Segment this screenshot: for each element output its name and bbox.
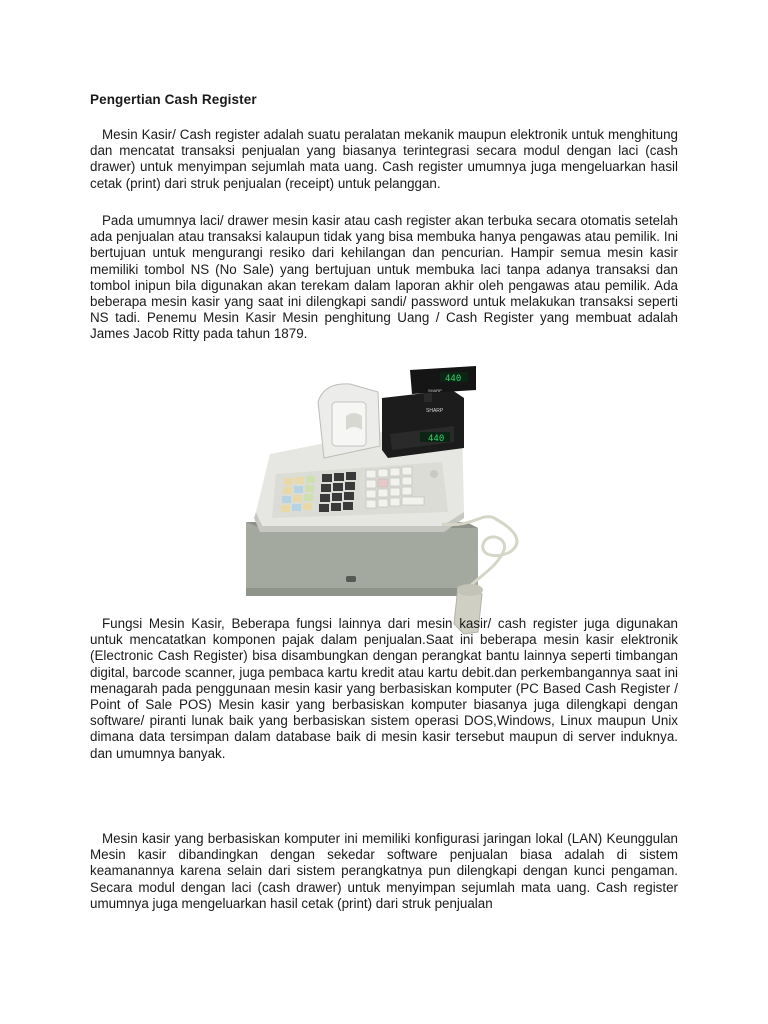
paragraph-2-text: Pada umumnya laci/ drawer mesin kasir atau cash register akan terbuka secara otomatis setelah ada penjualan atau transaksi kalaupun tidak yang bisa membuka hanya pengawas atau pemilik. Ini bertujuan untuk mengurangi resiko dari kehilangan dan pencurian. Hampir semua mesin kasir memiliki tombol NS (No Sale) yang bertujuan untuk membuka laci tanpa adanya transaksi dan tombol inipun bila digunakan akan terekam dalam laporan akhir oleh pengawas atau pemilik. Ada beberapa mesin kasir yang saat ini dilengkapi sandi/ password untuk melakukan transaksi seperti NS tadi. Penemu Mesin Kasir Mesin penghitung Uang / Cash Register yang membuat adalah James Jacob Ritty pada tahun 1879. [90,213,678,342]
drawer-lock-icon [346,576,356,582]
mode-key-icon [430,470,438,478]
document-title: Pengertian Cash Register [90,92,257,107]
main-display-readout: 440 [428,434,445,444]
cash-drawer [246,522,478,596]
cash-register-image [232,362,532,638]
brand-label: SHARP [426,408,444,414]
paragraph-1 [90,127,678,192]
paragraph-3-text: Fungsi Mesin Kasir, Beberapa fungsi lainnya dari mesin kasir/ cash register juga digunakan untuk mencatatkan komponen pajak dalam penjualan.Saat ini beberapa mesin kasir elektronik (Electronic Cash Register) bisa disambungkan dengan perangkat bantu lainnya seperti timbangan digital, barcode scanner, juga pembaca kartu kredit atau kartu debit.dan perkembangannya saat ini menagarah pada penggunaan mesin kasir yang berbasiskan komputer (PC Based Cash Register / Point of Sale POS) Mesin kasir yang berbasiskan komputer biasanya juga dilengkapi dengan software/ piranti lunak baik yang berbasiskan sistem operasi DOS,Windows, Linux maupun Unix dimana data tersimpan dalam database baik di mesin kasir tersebut maupun di server induknya. dan umumnya banyak. [90,616,678,761]
display-unit [382,390,464,458]
receipt-printer [318,384,380,458]
paragraph-2 [90,213,678,343]
paragraph-3 [90,616,678,762]
pole-brand-label: SHARP [428,388,442,393]
pole-display-readout: 440 [445,374,462,384]
paragraph-4 [90,831,678,912]
paragraph-4-text: Mesin kasir yang berbasiskan komputer ini memiliki konfigurasi jaringan lokal (LAN) Keunggulan Mesin kasir dibandingkan dengan sekedar software penjualan biasa adalah di sistem keamanannya karena selain dari sistem perangkatnya pun dilengkapi dengan kunci pengaman. Secara modul dengan laci (cash drawer) untuk menyimpan sejumlah mata uang. Cash register umumnya juga mengeluarkan hasil cetak (print) dari struk penjualan [90,831,678,911]
paragraph-1-text: Mesin Kasir/ Cash register adalah suatu peralatan mekanik maupun elektronik untuk menghitung dan mencatat transaksi penjualan yang biasanya terintegrasi secara modul dengan laci (cash drawer) untuk menyimpan sejumlah mata uang. Cash register umumnya juga mengeluarkan hasil cetak (print) dari struk penjualan (receipt) untuk pelanggan. [90,127,678,191]
